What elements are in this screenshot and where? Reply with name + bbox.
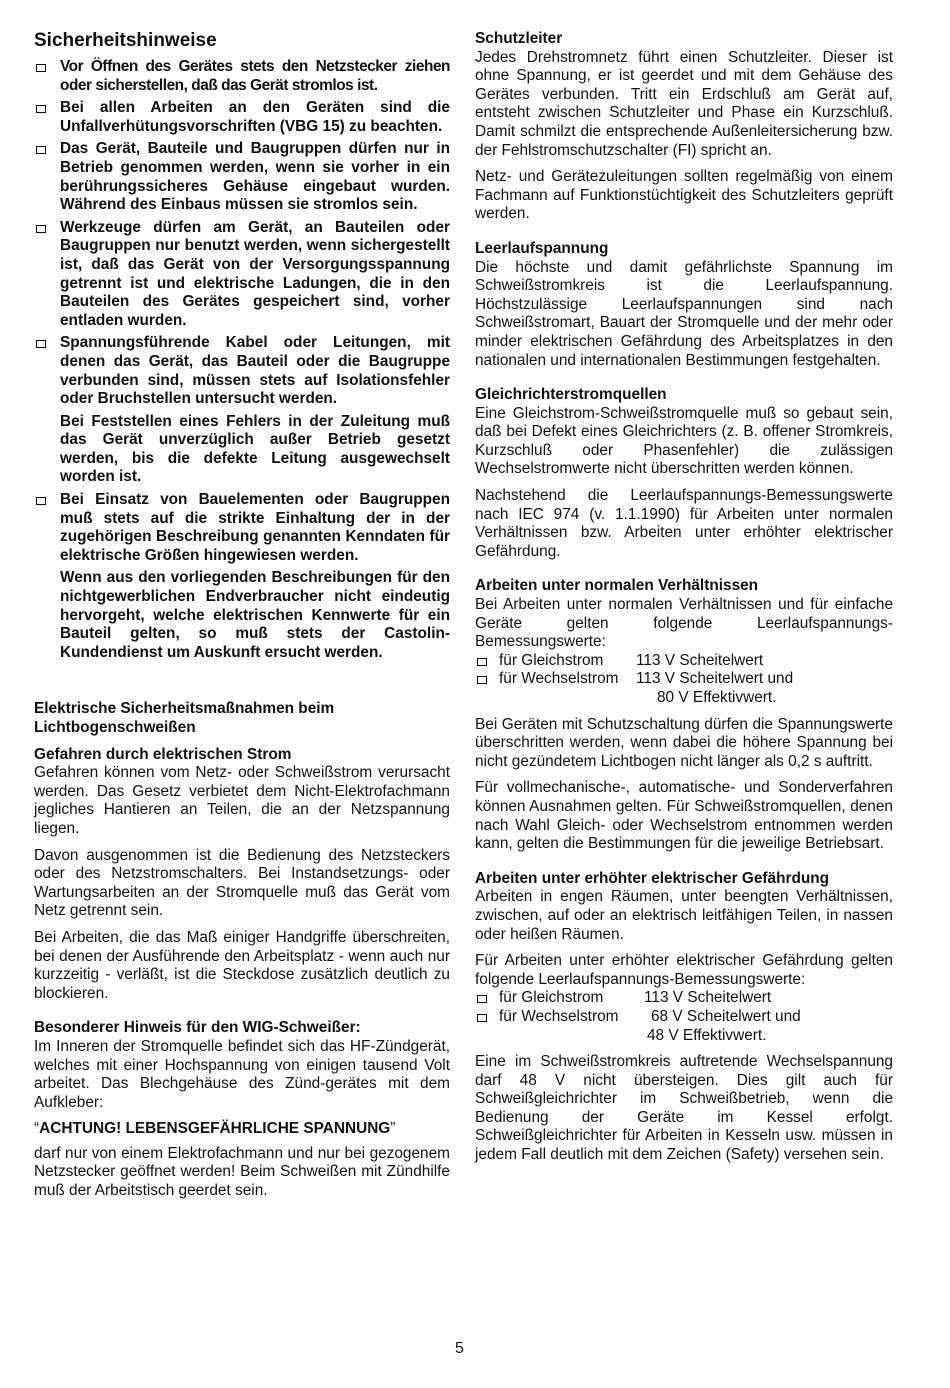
checkbox-square-icon: [477, 658, 487, 666]
voltage-label: für Gleichstrom: [499, 651, 604, 669]
quote-close: ”: [390, 1120, 396, 1138]
safety-bullet-1: [34, 58, 450, 95]
quote-open: “: [34, 1120, 40, 1138]
paragraph: Eine Gleichstrom-Schweißstromquelle muß so gebaut sein, daß bei Defekt eines Gleichrichters (z. B. offener Stromkreis, Kurzschluß oder Phasenfehler) die zulässigen Wechselstromwerte nicht überschritten werden können.: [475, 404, 893, 478]
paragraph: darf nur von einem Elektrofachmann und nur bei gezogenem Netzstecker geöffnet werden! Beim Schweißen mit Zündhilfe muß der Arbeitstisch geerdet sein.: [34, 1144, 450, 1200]
voltage-label: für Gleichstrom: [499, 989, 604, 1007]
bullet-text: Spannungsführende Kabel oder Leitungen, mit denen das Gerät, das Bauteil oder die Baugruppe verbunden sind, müssen stets auf Isolationsfehler oder Bruchstellen untersucht werden.: [60, 334, 450, 408]
paragraph: Die höchste und damit gefährlichste Spannung im Schweißstromkreis ist die Leerlaufspannung. Höchstzulässige Leerlaufspannungen sind nach Schweißstromart, Bauart der Stromquelle und der mehr oder minder elektrischen Gefährdung des Arbeitsplatzes in den nationalen und internationalen Bestimmungen festgehalten.: [475, 258, 893, 369]
voltage-value: 113 V Scheitelwert: [636, 651, 764, 669]
section-heading: Gefahren durch elektrischen Strom: [34, 745, 292, 763]
voltage-value: 68 V Scheitelwert und: [651, 1007, 801, 1025]
voltage-row: [475, 1008, 893, 1027]
section-heading: Schutzleiter: [475, 30, 563, 47]
safety-bullet-4: [34, 219, 450, 331]
voltage-value: 48 V Effektivwert.: [647, 1026, 767, 1044]
section-title: Elektrische Sicherheitsmaßnahmen beim: [34, 700, 335, 718]
checkbox-square-icon: [477, 1014, 487, 1022]
paragraph: Arbeiten in engen Räumen, unter beengten Verhältnissen, zwischen, auf oder an elektrisch leitfähigen Teilen, in nassen oder heißen Räumen.: [475, 888, 893, 943]
scan-artifact: [30, 1378, 390, 1384]
paragraph: Bei Arbeiten unter normalen Verhältnissen und für einfache Geräte gelten folgende Leerlaufspannungs-Bemessungswerte:: [475, 596, 893, 651]
voltage-label: für Wechselstrom: [499, 670, 619, 688]
checkbox-square-icon: [477, 676, 487, 684]
paragraph: Im Inneren der Stromquelle befindet sich das HF-Zündgerät, welches mit einer Hochspannung von einigen tausend Volt arbeitet. Das Blechgehäuse des Zünd-gerätes mit dem Aufkleber:: [34, 1037, 450, 1111]
checkbox-square-icon: [36, 497, 46, 505]
page-number: 5: [455, 1340, 464, 1357]
bullet-text: Bei allen Arbeiten an den Geräten sind die Unfallverhütungsvorschriften (VBG 15) zu beachten.: [60, 99, 450, 135]
voltage-row: [475, 670, 893, 689]
voltage-label: für Wechselstrom: [499, 1007, 619, 1025]
section-heading: Arbeiten unter normalen Verhältnissen: [475, 577, 759, 595]
safety-note-2: Wenn aus den vorliegenden Beschreibungen für den nichtgewerblichen Endverbraucher nicht eindeutig hervorgeht, welche elektrischen Kennwerte für ein Bauteil gelten, so muß stets der Castolin-Kundendienst um Auskunft ersucht werden.: [60, 569, 450, 661]
section-heading: Arbeiten unter erhöhter elektrischer Gefährdung: [475, 869, 830, 887]
bullet-text: Das Gerät, Bauteile und Baugruppen dürfen nur in Betrieb genommen werden, wenn sie vorher in ein berührungssicheres Gehäuse eingebaut wurden. Während des Einbaus müssen sie stromlos sein.: [60, 140, 450, 214]
page-title: Sicherheitshinweise: [34, 30, 217, 51]
safety-bullet-2: [34, 99, 450, 136]
paragraph: Netz- und Gerätezuleitungen sollten regelmäßig von einem Fachmann auf Funktionstüchtigkeit des Schutzleiters geprüft werden.: [475, 168, 893, 223]
checkbox-square-icon: [36, 105, 46, 113]
voltage-value: 113 V Scheitelwert: [644, 989, 772, 1007]
warning-text: ACHTUNG! LEBENSGEFÄHRLICHE SPANNUNG: [39, 1120, 391, 1138]
paragraph: Gefahren können vom Netz- oder Schweißstrom verursacht werden. Das Gesetz verbietet dem Nicht-Elektrofachmann jegliches Hantieren an Teilen, die an der Netzspannung liegen.: [34, 764, 450, 837]
section-heading: Leerlaufspannung: [475, 239, 609, 257]
paragraph: Nachstehend die Leerlaufspannungs-Bemessungswerte nach IEC 974 (v. 1.1.1990) für Arbeiten unter normalen Verhältnissen bzw. Arbeiten unter erhöhter elektrischer Gefährdung.: [475, 487, 893, 560]
paragraph: Jedes Drehstromnetz führt einen Schutzleiter. Dieser ist ohne Spannung, er ist geerdet und mit dem Gehäuse des Gerätes verbunden. Tritt ein Erdschluß am Gerät auf, entsteht zwischen Schutzleiter und Phase ein Kurzschluß. Damit schmilzt die entsprechende Außenleitersicherung bzw. der Fehlstromschutzschalter (FI) spricht an.: [475, 48, 893, 159]
bullet-text: Werkzeuge dürfen am Gerät, an Bauteilen oder Baugruppen nur benutzt werden, wenn sichergestellt ist, daß das Gerät von der Versorgungsspannung getrennt ist und elektrische Ladungen, die in den Bauteilen des Gerätes gespeichert sind, vorher entladen wurden.: [60, 218, 450, 329]
voltage-row: [475, 989, 893, 1008]
paragraph: Eine im Schweißstromkreis auftretende Wechselspannung darf 48 V nicht übersteigen. Dies gilt auch für Schweißgleichrichter im Schweißbetrieb, wenn die Bedienung der Geräte im Kessel erfolgt. Schweißgleichrichter für Arbeiten in Kesseln usw. müssen in jedem Fall deutlich mit dem Zeichen (Safety) versehen sein.: [475, 1053, 893, 1164]
safety-note-1: Bei Feststellen eines Fehlers in der Zuleitung muß das Gerät unverzüglich außer Betrieb gesetzt werden, bis die defekte Leitung ausgewechselt worden ist.: [60, 412, 450, 486]
left-column: [34, 30, 450, 1209]
warning-label: [34, 1120, 450, 1139]
safety-bullet-3: [34, 140, 450, 214]
section-heading: Gleichrichterstromquellen: [475, 386, 667, 404]
voltage-value: 80 V Effektivwert.: [657, 689, 777, 706]
safety-bullet-5: [34, 334, 450, 408]
checkbox-square-icon: [36, 146, 46, 154]
checkbox-square-icon: [477, 995, 487, 1003]
paragraph: Für vollmechanische-, automatische- und Sonderverfahren können Ausnahmen gelten. Für Schweißstromquellen, denen nach Wahl Gleich- oder Wechselstrom entnommen werden kann, gelten die Bestimmungen für die jeweilige Betriebsart.: [475, 779, 893, 853]
voltage-value: 113 V Scheitelwert und: [636, 670, 794, 688]
paragraph: Bei Arbeiten, die das Maß einiger Handgriffe überschreiten, bei denen der Ausführende den Arbeitsplatz - wenn auch nur kurzzeitig - verläßt, ist die Steckdose zusätzlich deutlich zu blockieren.: [34, 928, 450, 1002]
right-column: [475, 30, 893, 1173]
checkbox-square-icon: [36, 64, 46, 72]
safety-bullet-6: [34, 491, 450, 565]
checkbox-square-icon: [36, 225, 46, 233]
bullet-text: Vor Öffnen des Gerätes stets den Netzstecker ziehen oder sicherstellen, daß das Gerät stromlos ist.: [60, 58, 450, 94]
checkbox-square-icon: [36, 340, 46, 348]
paragraph: Bei Geräten mit Schutzschaltung dürfen die Spannungswerte überschritten werden, wenn dabei die höhere Spannung bei nicht gezündetem Lichtbogen nicht länger als 0,2 s auftritt.: [475, 715, 893, 770]
paragraph: Für Arbeiten unter erhöhter elektrischer Gefährdung gelten folgende Leerlaufspannungs-Bemessungswerte:: [475, 952, 893, 988]
section-title: Lichtbogenschweißen: [34, 719, 196, 736]
paragraph: Davon ausgenommen ist die Bedienung des Netzsteckers oder des Netzstromschalters. Bei Instandsetzungs- oder Wartungsarbeiten an der Stromquelle muß das Gerät vom Netz getrennt sein.: [34, 846, 450, 920]
section-heading: Besonderer Hinweis für den WIG-Schweißer:: [34, 1019, 361, 1037]
voltage-row: [475, 652, 893, 671]
bullet-text: Bei Einsatz von Bauelementen oder Baugruppen muß stets auf die strikte Einhaltung der in der zugehörigen Beschreibung genannten Kenndaten für elektrische Größen hingewiesen werden.: [60, 491, 450, 564]
